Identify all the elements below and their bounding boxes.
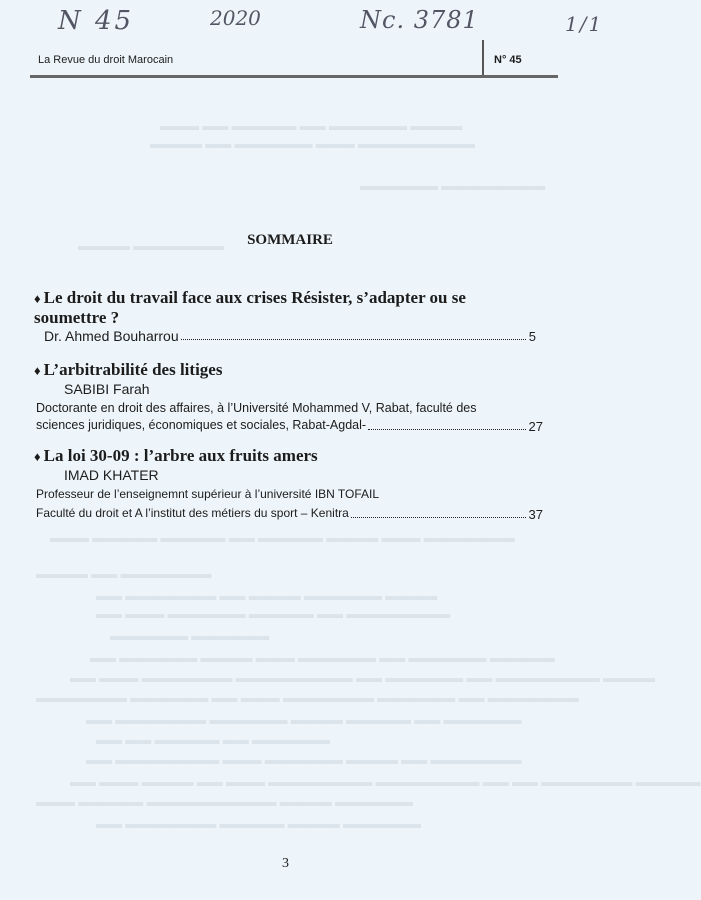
entry-title: ♦ Le droit du travail face aux crises Résister, s’adapter ou se [34, 288, 466, 307]
entry-page-number: 5 [528, 329, 536, 344]
dot-leader [351, 517, 526, 518]
entry-affiliation-continued: Faculté du droit et A l’institut des métiers du sport – Kenitra [36, 506, 349, 520]
entry-title-continued: soumettre ? [34, 308, 120, 327]
bullet-diamond-icon: ♦ [34, 291, 41, 306]
entry-author: Dr. Ahmed Bouharrou [44, 328, 179, 344]
toc-affiliation-line [36, 505, 543, 522]
entry-page-number: 37 [528, 507, 543, 522]
page-number: 3 [282, 856, 289, 871]
entry-author: SABIBI Farah [64, 381, 150, 397]
handwritten-year-mark: 2020 [210, 6, 261, 30]
header-divider [482, 40, 484, 76]
toc-affiliation-line [36, 417, 543, 434]
handwritten-reference-mark: Nc. 3781 [360, 6, 479, 34]
issue-number: N° 45 [494, 54, 522, 66]
handwritten-page-mark: 1/1 [565, 12, 604, 36]
page-title: SOMMAIRE [247, 232, 333, 248]
entry-page-number: 27 [528, 419, 543, 434]
entry-title: ♦ La loi 30-09 : l’arbre aux fruits amers [34, 446, 318, 465]
header-rule [30, 75, 558, 78]
toc-author-line [44, 328, 536, 344]
entry-author: IMAD KHATER [64, 467, 159, 483]
handwritten-issue-mark: N 45 [58, 6, 135, 36]
bullet-diamond-icon: ♦ [34, 449, 41, 464]
entry-affiliation: Professeur de l’enseignemnt supérieur à l’université IBN TOFAIL [36, 487, 380, 501]
entry-affiliation-continued: sciences juridiques, économiques et sociales, Rabat-Agdal- [36, 418, 367, 432]
dot-leader [181, 339, 526, 340]
journal-title: La Revue du droit Marocain [38, 54, 174, 66]
bullet-diamond-icon: ♦ [34, 363, 41, 378]
dot-leader [368, 429, 525, 430]
entry-title: ♦ L’arbitrabilité des litiges [34, 360, 223, 379]
entry-affiliation: Doctorante en droit des affaires, à l’Université Mohammed V, Rabat, faculté des [36, 401, 477, 415]
running-header [30, 40, 558, 78]
